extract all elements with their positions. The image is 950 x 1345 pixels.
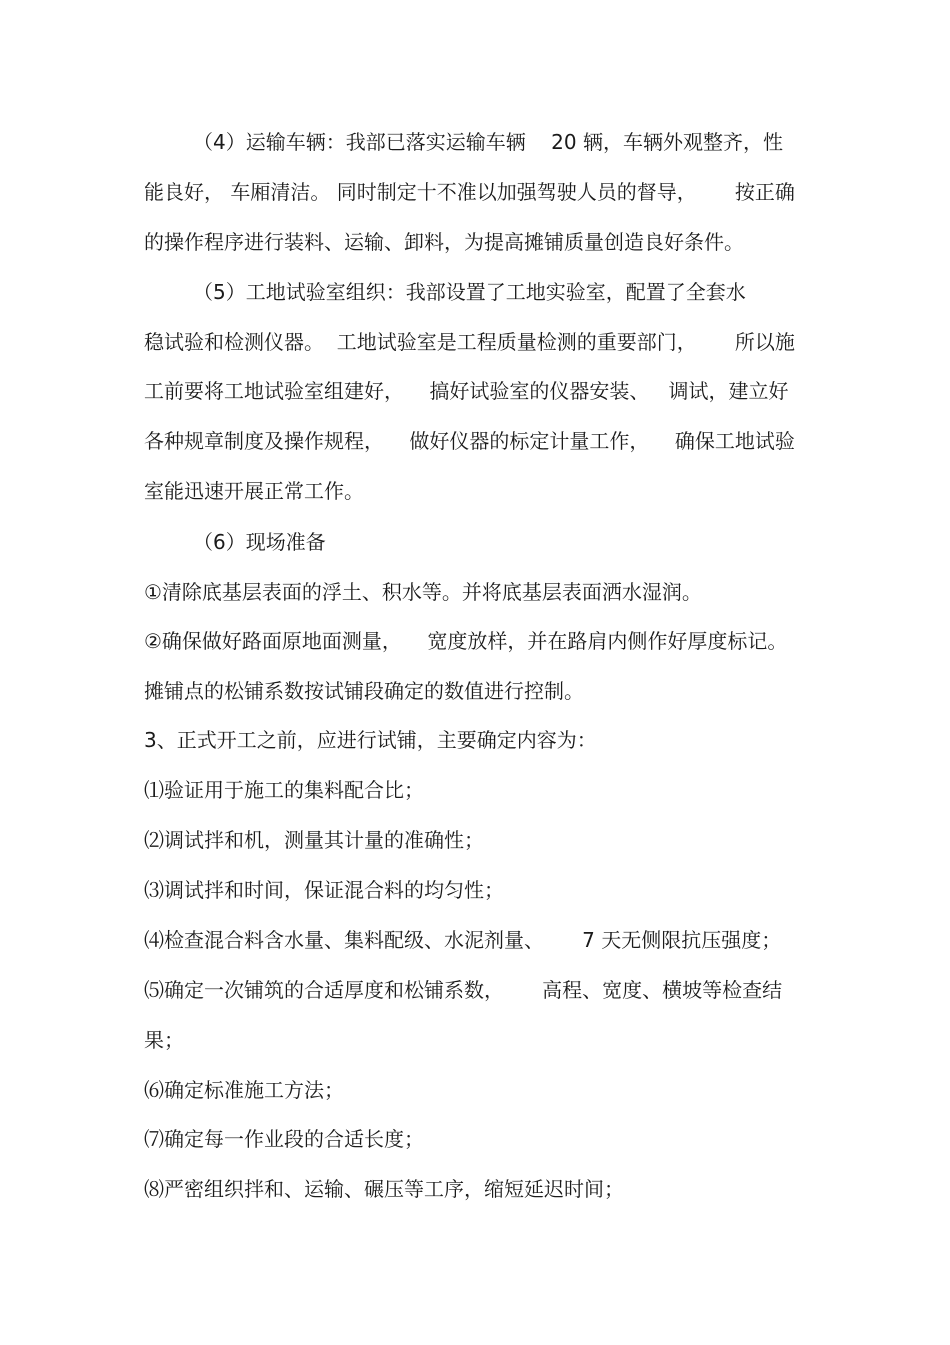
text-line: 的操作程序进行装料、运输、卸料，为提高摊铺质量创造良好条件。: [144, 230, 744, 254]
text-line: （6）现场准备: [193, 530, 326, 554]
text-line: ⑺确定每一作业段的合适长度；: [144, 1127, 424, 1151]
text-line: ⑴验证用于施工的集料配合比；: [144, 778, 424, 802]
text-line: （4）运输车辆：我部已落实运输车辆 20 辆，车辆外观整齐，性: [193, 130, 783, 154]
text-line: ⑷检查混合料含水量、集料配级、水泥剂量、 7 天无侧限抗压强度；: [144, 928, 782, 952]
text-line: 能良好， 车厢清洁。 同时制定十不准以加强驾驶人员的督导， 按正确: [144, 180, 795, 204]
text-line: 各种规章制度及操作规程， 做好仪器的标定计量工作， 确保工地试验: [144, 429, 795, 453]
text-line: ⑶调试拌和时间，保证混合料的均匀性；: [144, 878, 504, 902]
text-line: 3、正式开工之前，应进行试铺，主要确定内容为：: [144, 728, 597, 752]
text-line: 稳试验和检测仪器。 工地试验室是工程质量检测的重要部门， 所以施: [144, 330, 795, 354]
text-line: 工前要将工地试验室组建好， 搞好试验室的仪器安装、 调试，建立好: [144, 379, 789, 403]
text-line: ②确保做好路面原地面测量， 宽度放样，并在路肩内侧作好厚度标记。: [144, 629, 788, 653]
text-line: ⑵调试拌和机，测量其计量的准确性；: [144, 828, 484, 852]
text-line: ⑸确定一次铺筑的合适厚度和松铺系数， 高程、宽度、横坡等检查结: [144, 978, 783, 1002]
text-line: ⑻严密组织拌和、运输、碾压等工序，缩短延迟时间；: [144, 1177, 624, 1201]
text-line: ⑹确定标准施工方法；: [144, 1078, 344, 1102]
text-line: 果；: [144, 1028, 184, 1052]
text-line: ①清除底基层表面的浮土、积水等。并将底基层表面洒水湿润。: [144, 580, 702, 604]
text-line: 摊铺点的松铺系数按试铺段确定的数值进行控制。: [144, 679, 584, 703]
text-line: （5）工地试验室组织：我部设置了工地实验室，配置了全套水: [193, 280, 746, 304]
text-line: 室能迅速开展正常工作。: [144, 479, 364, 503]
